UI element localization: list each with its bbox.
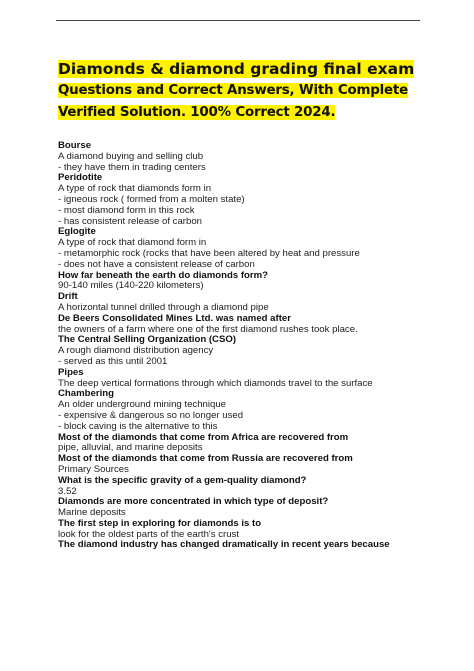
question-line: What is the specific gravity of a gem-quality diamond? (58, 474, 307, 486)
question-line: Chambering (58, 388, 114, 400)
answer-line: 3.52 (58, 485, 77, 497)
header-rule (56, 20, 420, 21)
answer-line: - served as this until 2001 (58, 355, 168, 367)
answer-line: A diamond buying and selling club (58, 150, 204, 162)
question-line: The Central Selling Organization (CSO) (58, 334, 237, 346)
answer-line: look for the oldest parts of the earth's crust (58, 528, 240, 540)
question-line: Peridotite (58, 172, 103, 184)
answer-line: the owners of a farm where one of the first diamond rushes took place. (58, 323, 358, 335)
question-line: Pipes (58, 366, 84, 378)
answer-line: The deep vertical formations through which diamonds travel to the surface (58, 377, 373, 389)
document-title (58, 58, 418, 124)
answer-line: Primary Sources (58, 463, 129, 475)
answer-line: - has consistent release of carbon (58, 215, 202, 227)
title-line-1: Diamonds & diamond grading final exam (58, 60, 415, 78)
document-body (58, 141, 428, 551)
answer-line: pipe, alluvial, and marine deposits (58, 442, 203, 454)
answer-line: - does not have a consistent release of carbon (58, 258, 255, 270)
answer-line: A horizontal tunnel drilled through a diamond pipe (58, 301, 269, 313)
question-line: Bourse (58, 140, 92, 151)
question-line: The diamond industry has changed dramatically in recent years because (58, 539, 390, 551)
title-line-2: Questions and Correct Answers, With Complete (58, 83, 408, 98)
question-line: Most of the diamonds that come from Africa are recovered from (58, 431, 349, 443)
answer-line: - metamorphic rock (rocks that have been altered by heat and pressure (58, 247, 360, 259)
answer-line: Marine deposits (58, 507, 126, 519)
question-line: Diamonds are more concentrated in which type of deposit? (58, 496, 329, 508)
answer-line: An older underground mining technique (58, 399, 227, 411)
answer-line: A type of rock that diamonds form in (58, 183, 212, 195)
answer-line: A type of rock that diamond form in (58, 237, 207, 249)
question-line: How far beneath the earth do diamonds form? (58, 269, 269, 281)
question-line: Most of the diamonds that come from Russia are recovered from (58, 453, 353, 465)
answer-line: A rough diamond distribution agency (58, 345, 214, 357)
answer-line: - most diamond form in this rock (58, 204, 195, 216)
answer-line: - block caving is the alternative to this (58, 420, 218, 432)
answer-line: - expensive & dangerous so no longer used (58, 409, 244, 421)
title-line-3: Verified Solution. 100% Correct 2024. (58, 105, 336, 120)
question-line: The first step in exploring for diamonds is to (58, 517, 262, 529)
answer-line: 90-140 miles (140-220 kilometers) (58, 280, 204, 292)
question-line: De Beers Consolidated Mines Ltd. was named after (58, 312, 291, 324)
answer-line: - igneous rock ( formed from a molten state) (58, 193, 245, 205)
question-line: Drift (58, 291, 78, 303)
answer-line: - they have them in trading centers (58, 161, 206, 173)
question-line: Eglogite (58, 226, 96, 238)
